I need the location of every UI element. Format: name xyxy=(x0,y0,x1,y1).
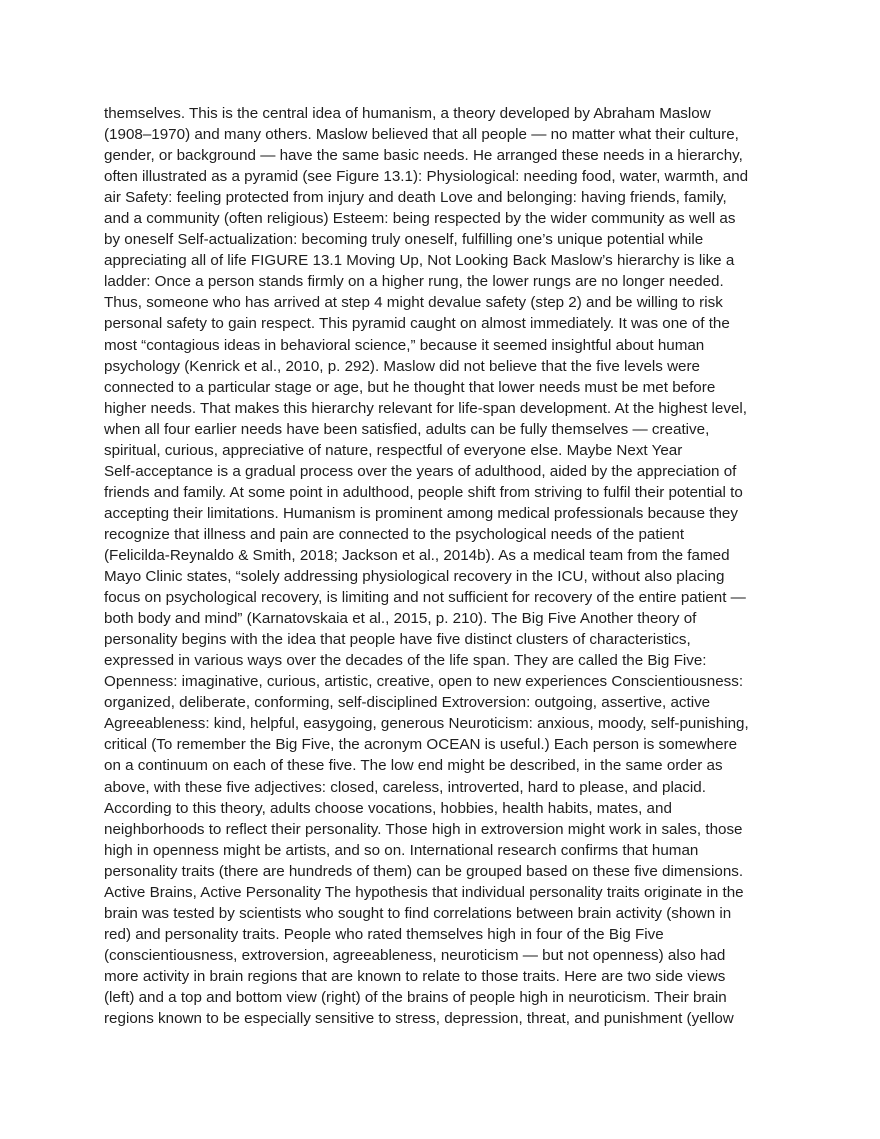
text-line: air Safety: feeling protected from injury and death Love and belonging: having friends, family, xyxy=(104,189,727,207)
text-line: on a continuum on each of these five. The low end might be described, in the same order as xyxy=(104,757,723,775)
text-line: critical (To remember the Big Five, the acronym OCEAN is useful.) Each person is somewhere xyxy=(104,736,738,754)
text-line: gender, or background — have the same basic needs. He arranged these needs in a hierarchy, xyxy=(104,147,743,165)
text-line: high in openness might be artists, and so on. International research confirms that human xyxy=(104,841,699,859)
text-line: Active Brains, Active Personality The hypothesis that individual personality traits originate in the xyxy=(104,883,744,901)
text-line: above, with these five adjectives: closed, careless, introverted, hard to please, and placid. xyxy=(104,778,706,796)
text-line: personality traits (there are hundreds of them) can be grouped based on these five dimensions. xyxy=(104,862,744,880)
text-line: expressed in various ways over the decades of the life span. They are called the Big Five: xyxy=(104,652,707,670)
text-line: (conscientiousness, extroversion, agreeableness, neuroticism — but not openness) also had xyxy=(104,946,726,964)
text-line: Openness: imaginative, curious, artistic, creative, open to new experiences Conscientiousness: xyxy=(104,673,744,691)
text-line: spiritual, curious, appreciative of nature, respectful of everyone else. Maybe Next Year xyxy=(104,441,683,459)
text-line: Self-acceptance is a gradual process over the years of adulthood, aided by the appreciation of xyxy=(104,462,737,480)
text-line: psychology (Kenrick et al., 2010, p. 292). Maslow did not believe that the five levels were xyxy=(104,357,701,375)
body-text xyxy=(104,103,784,1029)
text-line: appreciating all of life FIGURE 13.1 Moving Up, Not Looking Back Maslow’s hierarchy is like a xyxy=(104,252,735,270)
text-line: Mayo Clinic states, “solely addressing physiological recovery in the ICU, without also placing xyxy=(104,568,725,586)
text-line: recognize that illness and pain are connected to the psychological needs of the patient xyxy=(104,525,685,543)
text-line: and a community (often religious) Esteem: being respected by the wider community as well as xyxy=(104,210,736,228)
text-line: when all four earlier needs have been satisfied, adults can be fully themselves — creative, xyxy=(104,420,710,438)
text-line: higher needs. That makes this hierarchy relevant for life-span development. At the highest level, xyxy=(104,399,748,417)
text-line: organized, deliberate, conforming, self-disciplined Extroversion: outgoing, assertive, active xyxy=(104,694,711,712)
text-line: neighborhoods to reflect their personality. Those high in extroversion might work in sales, those xyxy=(104,820,743,838)
text-line: connected to a particular stage or age, but he thought that lower needs must be met before xyxy=(104,378,716,396)
text-line: regions known to be especially sensitive to stress, depression, threat, and punishment (yellow xyxy=(104,1010,734,1028)
text-line: personality begins with the idea that people have five distinct clusters of characteristics, xyxy=(104,631,691,649)
text-line: Agreeableness: kind, helpful, easygoing, generous Neuroticism: anxious, moody, self-punishing, xyxy=(104,715,749,733)
text-line: brain was tested by scientists who sought to find correlations between brain activity (shown in xyxy=(104,904,732,922)
text-line: red) and personality traits. People who rated themselves high in four of the Big Five xyxy=(104,925,664,943)
text-line: (1908–1970) and many others. Maslow believed that all people — no matter what their culture, xyxy=(104,126,739,144)
text-line: friends and family. At some point in adulthood, people shift from striving to fulfil their potential to xyxy=(104,483,743,501)
text-line: both body and mind” (Karnatovskaia et al., 2015, p. 210). The Big Five Another theory of xyxy=(104,610,697,628)
text-line: by oneself Self-actualization: becoming truly oneself, fulfilling one’s unique potential while xyxy=(104,231,704,249)
text-line: According to this theory, adults choose vocations, hobbies, health habits, mates, and xyxy=(104,799,672,817)
text-line: (left) and a top and bottom view (right) of the brains of people high in neuroticism. Their brain xyxy=(104,988,727,1006)
text-line: often illustrated as a pyramid (see Figure 13.1): Physiological: needing food, water, warmth, and xyxy=(104,168,749,186)
text-line: most “contagious ideas in behavioral science,” because it seemed insightful about human xyxy=(104,336,705,354)
text-line: more activity in brain regions that are known to relate to those traits. Here are two side views xyxy=(104,967,726,985)
text-line: (Felicilda-Reynaldo & Smith, 2018; Jackson et al., 2014b). As a medical team from the famed xyxy=(104,546,730,564)
text-line: focus on psychological recovery, is limiting and not sufficient for recovery of the entire patient — xyxy=(104,589,746,607)
text-line: personal safety to gain respect. This pyramid caught on almost immediately. It was one of the xyxy=(104,315,730,333)
text-line: ladder: Once a person stands firmly on a higher rung, the lower rungs are no longer needed. xyxy=(104,273,724,291)
text-line: accepting their limitations. Humanism is prominent among medical professionals because they xyxy=(104,504,738,522)
text-line: Thus, someone who has arrived at step 4 might devalue safety (step 2) and be willing to risk xyxy=(104,294,723,312)
text-line: themselves. This is the central idea of humanism, a theory developed by Abraham Maslow xyxy=(104,105,711,122)
